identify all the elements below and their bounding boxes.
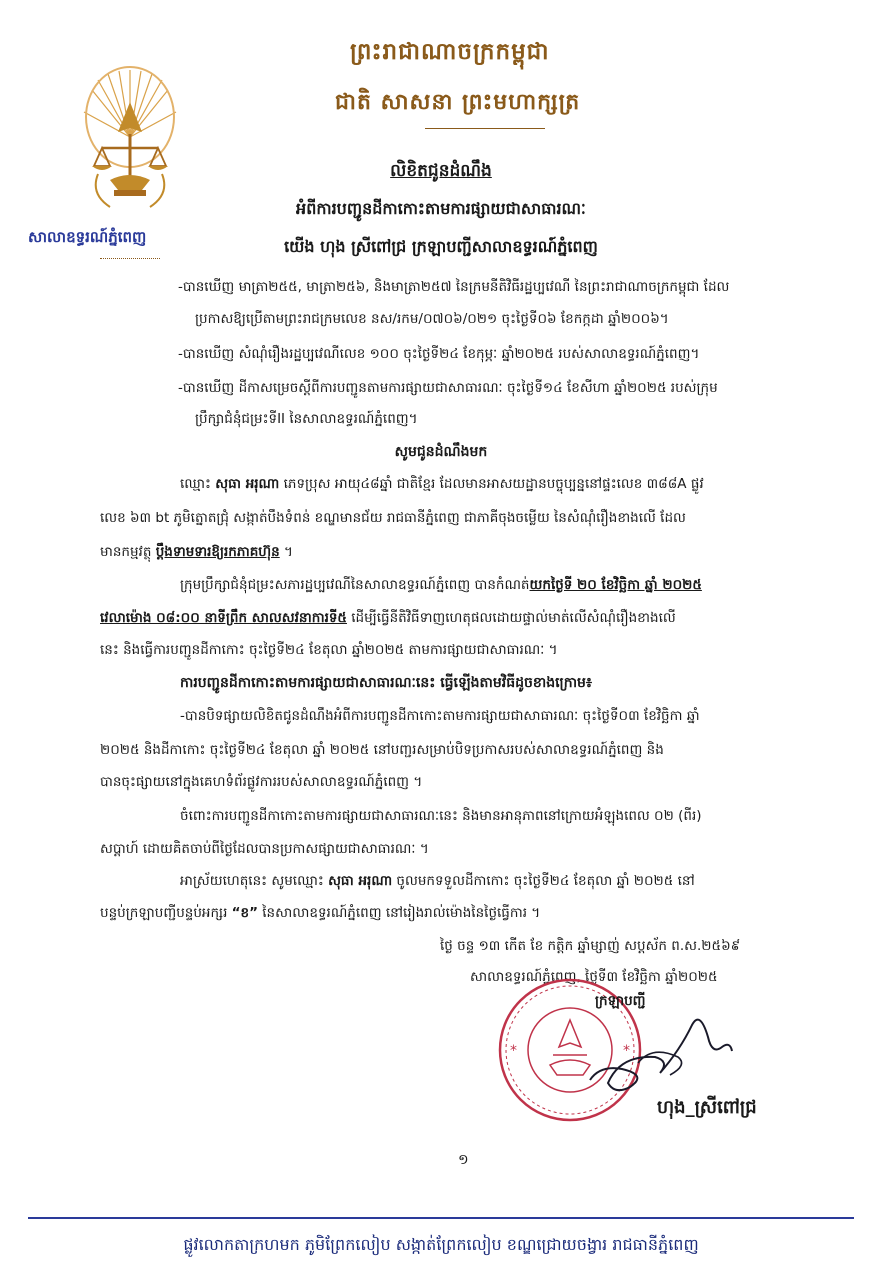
notice-heading: សូមជូនដំណឹងមក	[394, 444, 488, 460]
page-number: ១	[458, 1152, 469, 1168]
reference-3-line-2: ប្រឹក្សាជំនុំជម្រះទីII នៃសាលាឧទ្ធរណ៍ភ្នំពេញ។	[195, 411, 418, 427]
reference-1-line-1: -បានឃើញ មាត្រា២៥៥, មាត្រា២៥៦, និងមាត្រា២៥៧ នៃក្រមនីតិវិធីរដ្ឋប្បវេណី នៃព្រះរាជាណាចក្រកម្ពុជា ដែល	[178, 279, 730, 295]
hearing-date: យកថ្ងៃទី ២០ ខែវិច្ឆិកា ឆ្នាំ ២០២៥	[529, 577, 702, 593]
party-name: សុធា អរុណា	[215, 476, 280, 492]
party-line-3: មានកម្មវត្ថុ ប្តឹងទាមទារឱ្យរកភាគហ៊ុន ។	[100, 544, 293, 560]
effect-line-2: សប្តាហ៍ ដោយគិតចាប់ពីថ្ងៃដែលបានប្រកាសផ្សាយជាសាធារណៈ ។	[100, 841, 429, 857]
signatory-title: ក្រឡាបញ្ជី	[595, 993, 646, 1009]
reference-3-line-1: -បានឃើញ ដីកាសម្រេចស្តីពីការបញ្ជូនតាមការផ្សាយជាសាធារណៈ ចុះថ្ងៃទី១៤ ខែសីហា ឆ្នាំ២០២៥ របស់ក្រុម	[178, 380, 718, 396]
svg-text:*: *	[623, 1043, 630, 1059]
national-motto: ជាតិ សាសនា ព្រះមហាក្សត្រ	[335, 89, 581, 115]
hearing-line-2: វេលាម៉ោង ០៨:០០ នាទីព្រឹក សាលសវនាការទី៥ ដើម្បីធ្វើនីតិវិធីទាញហេតុផលដោយផ្ទាល់មាត់លើសំណុំរឿងខាងលើ	[100, 610, 676, 626]
summons-line-1: អាស្រ័យហេតុនេះ សូមឈ្មោះ សុធា អរុណា ចូលមកទទួលដីកាកោះ ចុះថ្ងៃទី២៤ ខែតុលា ឆ្នាំ ២០២៥ នៅ	[180, 873, 695, 889]
case-subject: ប្តឹងទាមទារឱ្យរកភាគហ៊ុន	[155, 544, 280, 560]
footer-divider	[28, 1217, 854, 1219]
motto-ornament	[425, 128, 545, 129]
lunar-date: ថ្ងៃ ចន្ទ ១៣ កើត ខែ កត្តិក ឆ្នាំម្សាញ់ សប្តស័ក ព.ស.២៥៦៩	[440, 938, 741, 954]
hearing-time-room: វេលាម៉ោង ០៨:០០ នាទីព្រឹក សាលសវនាការទី៥	[100, 610, 347, 626]
document-issuer: យើង ហុង ស្រីពៅជ្រ ក្រឡាបញ្ជីសាលាឧទ្ធរណ៍ភ្នំពេញ	[284, 237, 598, 256]
court-name: សាលាឧទ្ធរណ៍ភ្នំពេញ	[28, 228, 147, 246]
summons-line-2: បន្ទប់ក្រឡាបញ្ជីបន្ទប់អក្សរ “ខ” នៃសាលាឧទ្ធរណ៍ភ្នំពេញ នៅរៀងរាល់ម៉ោងនៃថ្ងៃធ្វើការ ។	[100, 905, 541, 921]
document-subtitle: អំពីការបញ្ជូនដីកាកោះតាមការផ្សាយជាសាធារណៈ	[296, 199, 586, 218]
signatory-name: ហុង_ស្រីពៅជ្រ	[657, 1097, 757, 1118]
svg-text:*: *	[510, 1043, 517, 1059]
procedure-line-3: បានចុះផ្សាយនៅក្នុងគេហទំព័រផ្លូវការរបស់សាលាឧទ្ធរណ៍ភ្នំពេញ ។	[100, 774, 423, 790]
procedure-heading: ការបញ្ជូនដីកាកោះតាមការផ្សាយជាសាធារណៈនេះ ធ្វើឡើងតាមវិធីដូចខាងក្រោម៖	[180, 675, 593, 691]
document-title: លិខិតជូនដំណឹង	[390, 161, 492, 181]
reference-1-line-2: ប្រកាសឱ្យប្រើតាមព្រះរាជក្រមលេខ នស/រកម/០៧០៦/០២១ ចុះថ្ងៃទី០៦ ខែកក្កដា ឆ្នាំ២០០៦។	[195, 311, 669, 327]
reference-2-line-1: -បានឃើញ សំណុំរឿងរដ្ឋប្បវេណីលេខ ១០០ ចុះថ្ងៃទី២៤ ខែកុម្ភៈ ឆ្នាំ២០២៥ របស់សាលាឧទ្ធរណ៍ភ្នំពេញ។	[178, 346, 700, 362]
party-line-1: ឈ្មោះ សុធា អរុណា ភេទប្រុស អាយុ៤៨ឆ្នាំ ជាតិខ្មែរ ដែលមានអាសយដ្ឋានបច្ចុប្បន្ននៅផ្ទះលេខ ៣៨៨A ផ្លូវ	[180, 476, 704, 492]
hearing-line-1: ក្រុមប្រឹក្សាជំនុំជម្រះសភារដ្ឋប្បវេណីនៃសាលាឧទ្ធរណ៍ភ្នំពេញ បានកំណត់យកថ្ងៃទី ២០ ខែវិច្ឆិកា ឆ្នាំ ២០២៥	[180, 577, 702, 593]
signature	[560, 995, 740, 1105]
solar-date: សាលាឧទ្ធរណ៍ភ្នំពេញ, ថ្ងៃទី៣ ខែវិច្ឆិកា ឆ្នាំ២០២៥	[470, 969, 718, 985]
hearing-line-3: នេះ និងធ្វើការបញ្ជូនដីកាកោះ ចុះថ្ងៃទី២៤ ខែតុលា ឆ្នាំ២០២៥ តាមការផ្សាយជាសាធារណៈ ។	[100, 642, 558, 658]
summons-room: “ខ”	[231, 905, 258, 921]
procedure-line-1: -បានបិទផ្សាយលិខិតជូនដំណឹងអំពីការបញ្ជូនដីកាកោះតាមការផ្សាយជាសាធារណៈ ចុះថ្ងៃទី០៣ ខែវិច្ឆិកា ឆ្នាំ	[180, 708, 700, 724]
footer-address: ផ្លូវលោកតាក្រហមក ភូមិព្រែកលៀប សង្កាត់ព្រែកលៀប ខណ្ឌជ្រោយចង្វារ រាជធានីភ្នំពេញ	[183, 1235, 699, 1254]
procedure-line-2: ២០២៥ និងដីកាកោះ ចុះថ្ងៃទី២៤ ខែតុលា ឆ្នាំ ២០២៥ នៅបញ្ជរសម្រាប់បិទប្រកាសរបស់សាលាឧទ្ធរណ៍ភ្នំពេញ និង	[100, 742, 664, 758]
effect-line-1: ចំពោះការបញ្ជូនដីកាកោះតាមការផ្សាយជាសាធារណៈនេះ និងមានអានុភាពនៅក្រោយអំឡុងពេល ០២ (ពីរ)	[180, 808, 702, 824]
party-line-2: លេខ ៦៣ bt ភូមិត្នោតជ្រុំ សង្កាត់បឹងទំពន់ ខណ្ឌមានជ័យ រាជធានីភ្នំពេញ ជាភាគីចុងចម្លើយ នៃសំណុំរឿងខាងលើ ដែល	[100, 510, 686, 526]
kingdom-heading: ព្រះរាជាណាចក្រកម្ពុជា	[350, 38, 550, 65]
summons-name: សុធា អរុណា	[328, 873, 393, 889]
